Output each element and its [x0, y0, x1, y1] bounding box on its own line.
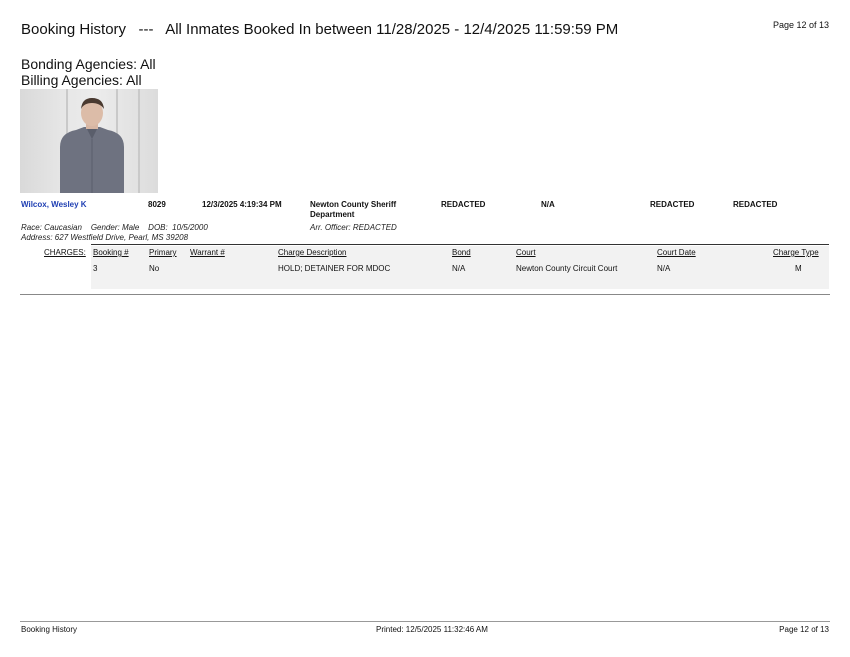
header-booking-number: Booking #: [93, 248, 129, 257]
redacted-field-1: REDACTED: [441, 200, 486, 209]
charge-court: Newton County Circuit Court: [516, 264, 618, 273]
charge-bond: N/A: [452, 264, 466, 273]
footer-page-number: Page 12 of 13: [779, 625, 829, 634]
inmate-demographics: Race: Caucasian Gender: Male DOB: 10/5/2000: [21, 223, 208, 232]
inmate-address: Address: 627 Westfield Drive, Pearl, MS 39208: [21, 233, 189, 242]
charge-booking-number: 3: [93, 264, 98, 273]
booking-datetime: 12/3/2025 4:19:34 PM: [202, 200, 282, 209]
inmate-photo: [20, 89, 158, 193]
header-bond: Bond: [452, 248, 471, 257]
header-primary: Primary: [149, 248, 177, 257]
arresting-agency: Newton County Sheriff Department: [310, 200, 397, 219]
billing-agencies: Billing Agencies: All: [21, 72, 142, 88]
page-number-top: Page 12 of 13: [772, 20, 829, 30]
header-warrant-number: Warrant #: [190, 248, 225, 257]
na-field: N/A: [541, 200, 555, 209]
charges-label: CHARGES:: [44, 248, 86, 257]
charge-type: M: [795, 264, 802, 273]
redacted-field-3: REDACTED: [733, 200, 778, 209]
charges-top-divider: [91, 244, 829, 245]
person-silhouette: [20, 89, 158, 193]
footer-report-name: Booking History: [21, 625, 78, 634]
report-title: Booking History --- All Inmates Booked In between 11/28/2025 - 12/4/2025 11:59:59 PM: [21, 21, 619, 38]
inmate-name-link[interactable]: Wilcox, Wesley K: [21, 200, 87, 209]
inmate-id: 8029: [148, 200, 166, 209]
header-charge-description: Charge Description: [278, 248, 347, 257]
inmate-record-divider: [20, 294, 830, 295]
charge-court-date: N/A: [657, 264, 671, 273]
header-charge-type: Charge Type: [773, 248, 819, 257]
footer-printed-timestamp: Printed: 12/5/2025 11:32:46 AM: [376, 625, 488, 634]
header-court: Court: [516, 248, 536, 257]
bonding-agencies: Bonding Agencies: All: [21, 56, 156, 72]
arresting-officer: Arr. Officer: REDACTED: [310, 223, 397, 232]
footer-divider: [20, 621, 830, 622]
charge-description: HOLD; DETAINER FOR MDOC: [278, 264, 391, 273]
header-court-date: Court Date: [657, 248, 696, 257]
charge-primary: No: [149, 264, 160, 273]
redacted-field-2: REDACTED: [650, 200, 695, 209]
